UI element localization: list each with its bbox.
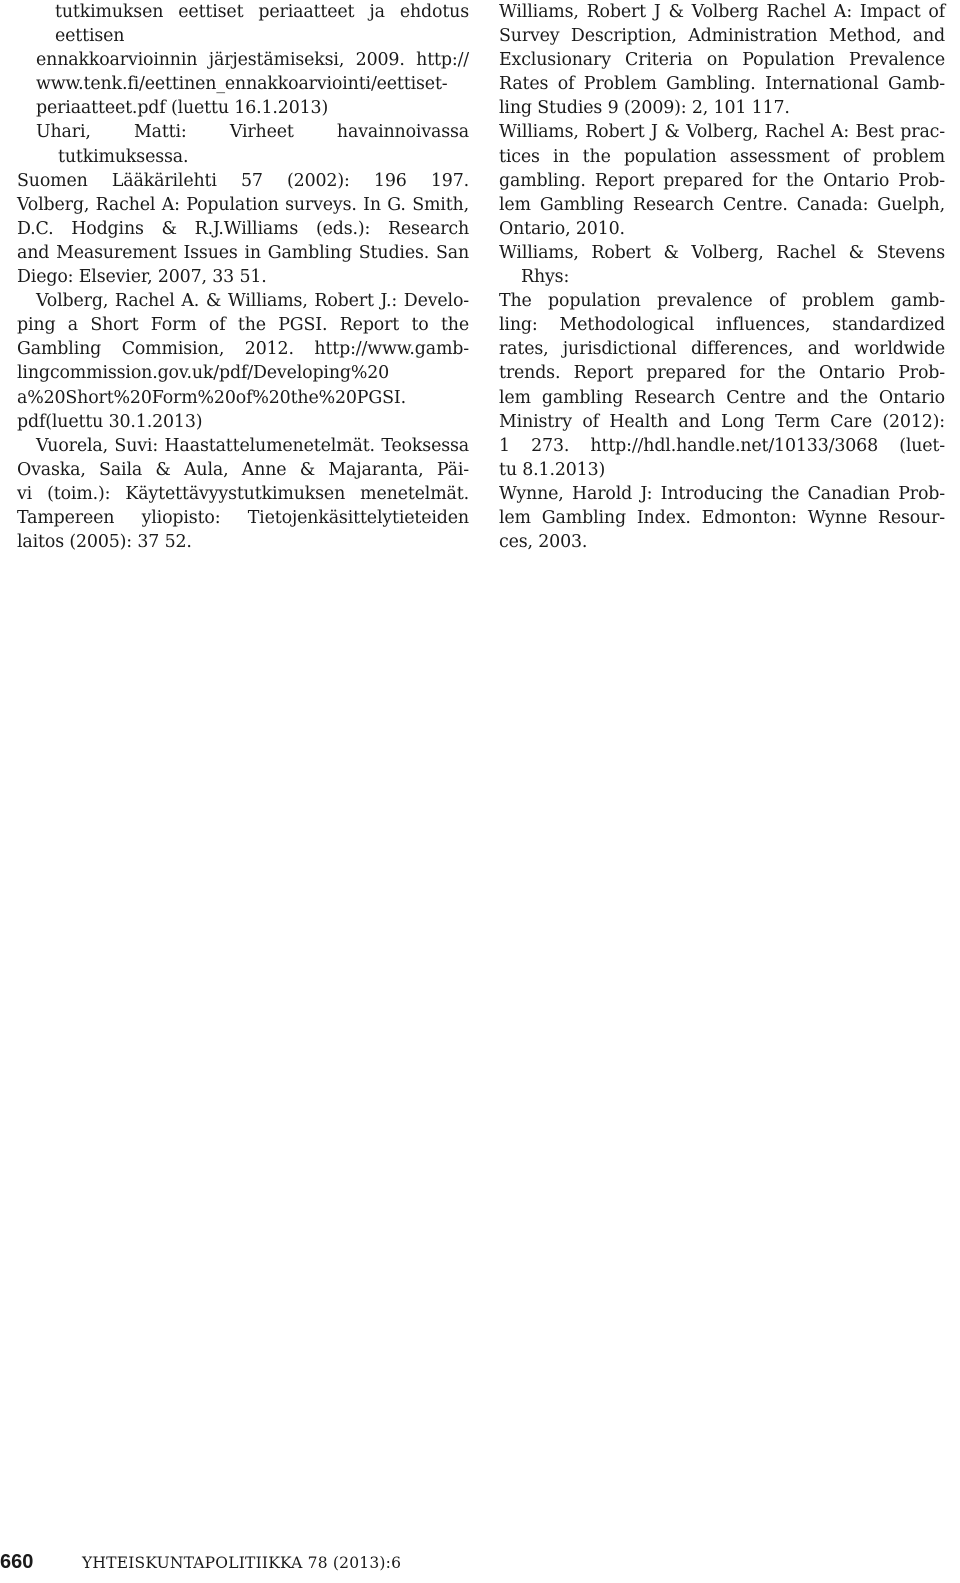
reference-line: Volberg, Rachel A: Population surveys. In G. Smith, xyxy=(17,194,469,215)
reference-line: lem gambling Research Centre and the Ontario xyxy=(499,387,945,408)
reference-entry xyxy=(499,241,945,482)
reference-entry-continued xyxy=(17,0,469,120)
reference-line: ces, 2003. xyxy=(499,532,588,553)
reference-line: Volberg, Rachel A. & Williams, Robert J.: Develo- xyxy=(36,291,469,312)
reference-line: The population prevalence of problem gamb- xyxy=(499,291,945,312)
reference-line: lingcommission.gov.uk/pdf/Developing%20 xyxy=(17,363,390,384)
reference-line: Ovaska, Saila & Aula, Anne & Majaranta, Päi- xyxy=(17,459,469,480)
reference-line: laitos (2005): 37 52. xyxy=(17,532,192,553)
reference-line: vi (toim.): Käytettävyystutkimuksen menetelmät. xyxy=(17,483,469,504)
reference-line: Ministry of Health and Long Term Care (2012): xyxy=(499,411,945,432)
journal-title: YHTEISKUNTAPOLITIIKKA 78 (2013):6 xyxy=(82,1554,402,1572)
reference-line: a%20Short%20Form%20of%20the%20PGSI. xyxy=(17,387,406,408)
reference-entry xyxy=(17,120,469,289)
reference-entry xyxy=(17,434,469,554)
reference-line: lem Gambling Research Centre. Canada: Guelph, xyxy=(499,194,945,215)
reference-line: Rates of Problem Gambling. International Gamb- xyxy=(499,74,945,95)
reference-line: lem Gambling Index. Edmonton: Wynne Resour- xyxy=(499,507,945,528)
reference-line: gambling. Report prepared for the Ontario Prob- xyxy=(499,170,945,191)
reference-line: pdf(luettu 30.1.2013) xyxy=(17,411,203,432)
reference-line: www.tenk.fi/eettinen_ennakkoarviointi/eettiset- xyxy=(36,74,448,95)
reference-line: ling: Methodological influences, standardized xyxy=(499,315,945,336)
reference-line: ling Studies 9 (2009): 2, 101 117. xyxy=(499,98,790,119)
reference-entry xyxy=(17,289,469,434)
reference-line: Gambling Commision, 2012. http://www.gamb- xyxy=(17,339,469,360)
reference-line: trends. Report prepared for the Ontario Prob- xyxy=(499,363,945,384)
reference-line: Ontario, 2010. xyxy=(499,218,625,239)
reference-line: Williams, Robert J & Volberg Rachel A: Impact of xyxy=(499,2,945,22)
reference-line: Survey Description, Administration Method, and xyxy=(499,26,945,47)
reference-line: rates, jurisdictional differences, and worldwide xyxy=(499,339,945,360)
reference-line: Exclusionary Criteria on Population Prevalence xyxy=(499,50,945,71)
reference-line: ennakkoarvioinnin järjestämiseksi, 2009. http:// xyxy=(36,50,469,71)
reference-line: periaatteet.pdf (luettu 16.1.2013) xyxy=(36,98,329,119)
reference-line: tu 8.1.2013) xyxy=(499,459,606,480)
page-footer xyxy=(0,1551,401,1577)
reference-line: Vuorela, Suvi: Haastattelumenetelmät. Teoksessa xyxy=(36,435,469,456)
reference-line: D.C. Hodgins & R.J.Williams (eds.): Research xyxy=(17,218,469,239)
reference-line: Williams, Robert J & Volberg, Rachel A: Best prac- xyxy=(499,122,945,143)
reference-line: tutkimuksen eettiset periaatteet ja ehdotus eettisen xyxy=(55,2,469,47)
reference-line: Wynne, Harold J: Introducing the Canadian Prob- xyxy=(499,483,945,504)
reference-entry xyxy=(499,0,945,120)
reference-line: Uhari, Matti: Virheet havainnoivassa tutkimuksessa. xyxy=(36,122,469,167)
reference-line: Suomen Lääkärilehti 57 (2002): 196 197. xyxy=(17,170,469,191)
reference-line: Diego: Elsevier, 2007, 33 51. xyxy=(17,267,267,288)
reference-line: tices in the population assessment of problem xyxy=(499,146,945,167)
reference-entry xyxy=(499,120,945,240)
reference-column-right xyxy=(499,0,945,554)
reference-line: Tampereen yliopisto: Tietojenkäsittelytieteiden xyxy=(17,507,469,528)
reference-line: Williams, Robert & Volberg, Rachel & Stevens Rhys: xyxy=(499,242,945,288)
page-number: 660 xyxy=(0,1551,34,1573)
reference-line: and Measurement Issues in Gambling Studies. San xyxy=(17,242,469,263)
reference-column-left xyxy=(17,0,469,554)
reference-entry xyxy=(499,482,945,554)
reference-line: ping a Short Form of the PGSI. Report to the xyxy=(17,315,469,336)
reference-line: 1 273. http://hdl.handle.net/10133/3068 (luet- xyxy=(499,435,945,456)
